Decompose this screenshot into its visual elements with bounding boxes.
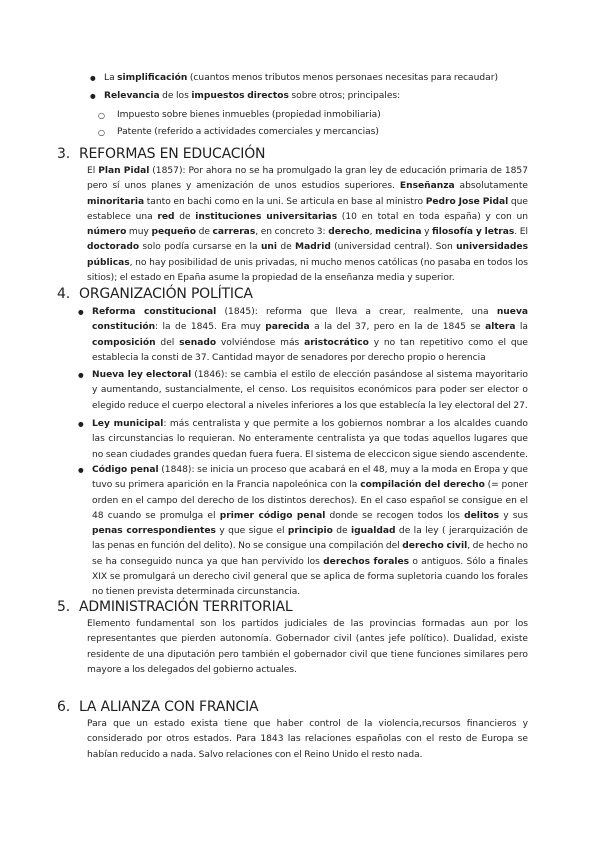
text-run: sobre otros; principales:: [288, 91, 401, 101]
bold-text: Plan Pidal: [98, 166, 150, 176]
bold-text: uni: [260, 242, 278, 253]
bold-text: universidades públicas: [87, 242, 528, 268]
section-number: 5.: [57, 599, 70, 615]
list-item: [92, 71, 524, 86]
bold-text: Madrid: [295, 242, 331, 253]
text-run: de la ley ( jerarquización de las penas en función del delito). No se consigue una compilación del: [92, 526, 528, 552]
bold-text: nueva constitución: [92, 307, 529, 333]
bold-text: altera: [485, 322, 516, 333]
text-run: de: [332, 526, 352, 537]
list-item: [80, 305, 528, 366]
text-run: tanto en bachi como en la uni. Se articula en base al ministro: [144, 196, 426, 207]
text-run: : más centralista y que permite a los gobiernos nombrar a los alcaldes cuando las circunstancias lo requieran. No enteramente centralista ya que todas aquellos lugares que no sean ciudades grandes quedan fuera fuera. El sistema de eleccicon sigue siendo ascendente.: [92, 419, 528, 460]
text-run: , de hecho no se ha conseguido nunca ya que han pervivido los: [92, 541, 528, 567]
bold-text: composición: [92, 337, 156, 348]
bold-text: senado: [179, 337, 217, 348]
bold-text: red: [157, 211, 175, 222]
list-item: [80, 417, 528, 463]
bold-text: principio: [287, 526, 333, 537]
text-run: Para que un estado exista tiene que haber control de la violencia,recursos financieros y considerado por otros estados. Para 1843 las relaciones españolas con el resto de Europa se habían reducido a nada. Salvo relaciones con el Reino Unido el resto nada.: [87, 719, 528, 760]
text-run: y no tan repetitivo como el que establecia la consti de 37. Cantidad mayor de senadores por derecho propio o herencia: [92, 337, 528, 363]
text-run: que establece una: [87, 196, 528, 222]
text-run: (1857): Por ahora no se ha promulgado la gran ley de educación primaria de 1857 pero sí unos planes y amenización de unos estudios superiores.: [87, 166, 528, 192]
text-run: la: [515, 322, 528, 333]
list-item: [80, 368, 528, 414]
bold-text: Nueva ley electoral: [92, 370, 192, 380]
list-item: [92, 89, 524, 104]
sub-list-item: ○ Patente (referido a actividades comerciales y mercancias): [117, 125, 517, 140]
text-run: (10 en total en toda españa) y con un: [337, 211, 528, 222]
text-run: y que sigue el: [215, 526, 288, 537]
text-run: (cuantos menos tributos menos personaes necesitas para recaudar): [187, 73, 499, 83]
text-run: Elemento fundamental son los partidos judiciales de las provincias formadas aun por los representantes que pierden autonomía. Gobernador civil (antes jefe político). Dualidad, existe residente de una diputación pero también el gobernador civil que tiene funciones similares pero mayore a los delegados del gobierno actuales.: [87, 619, 528, 675]
text-run: . El: [514, 227, 528, 238]
bold-text: penas correspondientes: [92, 526, 216, 537]
bold-text: derecho civil: [402, 541, 468, 552]
bold-text: minoritaria: [87, 196, 145, 207]
section-title: ADMINISTRACIÓN TERRITORIAL: [79, 599, 293, 615]
section-title: ORGANIZACIÓN POLÍTICA: [79, 286, 253, 302]
bold-text: impuestos directos: [191, 91, 289, 101]
text-run: de los: [159, 91, 192, 101]
text-run: ,: [369, 227, 376, 238]
text-run: a la del 37, pero en la de 1845 se: [309, 322, 486, 333]
bold-text: doctorado: [87, 242, 140, 253]
paragraph: [87, 164, 528, 286]
section-number: 6.: [57, 699, 70, 715]
paragraph: [87, 617, 528, 678]
text-run: del: [155, 337, 180, 348]
section-heading: [57, 285, 537, 303]
section-title: LA ALIANZA CON FRANCIA: [79, 699, 259, 715]
bold-text: Código penal: [92, 465, 159, 475]
text-run: volviéndose más: [216, 337, 305, 348]
text-run: (1845): reforma que lleva a crear, realmente, una: [216, 307, 497, 317]
text-run: : la de 1845. Era muy: [155, 322, 266, 333]
bold-text: simplificación: [117, 73, 188, 83]
bold-text: Reforma constitucional: [92, 307, 217, 317]
section-number: 3.: [57, 146, 70, 162]
bold-text: pequeño: [151, 227, 197, 238]
bold-text: Ley municipal: [92, 419, 164, 429]
paragraph: [87, 717, 528, 763]
text-run: muy: [126, 227, 152, 238]
sub-list-item: ○ Impuesto sobre bienes inmuebles (propiedad inmobiliaria): [117, 108, 517, 123]
text-run: (1848): se inicia un proceso que acabará en el 48, muy a la moda en Eropa y que tuvo su primera aparición en la Francia napoleónica con la: [92, 465, 528, 491]
text-run: solo podía cursarse en la: [139, 242, 261, 253]
text-run: (universidad central). Son: [330, 242, 457, 253]
bold-text: carreras: [212, 227, 256, 238]
bold-text: filosofía y letras: [432, 227, 515, 238]
text-run: absolutamente: [454, 181, 528, 192]
text-run: y sus: [499, 510, 528, 521]
bold-text: medicina: [375, 227, 422, 238]
bold-text: Relevancia: [104, 91, 160, 101]
text-run: , no hay posibilidad de unis privadas, ni mucho menos católicas (no pasaba en todos los sitios); el estado en Epaña asume la propiedad de la enseñanza media y superior.: [87, 257, 528, 284]
bold-text: aristocrático: [304, 337, 369, 348]
text-run: El: [87, 166, 99, 176]
section-heading: [57, 145, 537, 163]
section-title: REFORMAS EN EDUCACIÓN: [79, 146, 266, 162]
bold-text: Pedro Jose Pidal: [425, 196, 509, 207]
list-item: [80, 463, 528, 601]
text-run: (1846): se cambia el estilo de elección pasándose al sistema mayoritario y aumentando, sustancialmente, el censo. Los requisitos económicos para poder ser elector o elegido reduce el cuerpo electoral a niveles inferiores a los que establecía la ley electoral del 27.: [92, 370, 528, 411]
bold-text: Enseñanza: [399, 181, 455, 192]
bold-text: derechos forales: [323, 556, 410, 567]
text-run: y: [421, 227, 433, 238]
bold-text: delitos: [464, 510, 500, 521]
text-run: o antiguos. Sólo a finales XIX se promulgará un derecho civil general que se aplica de forma supletoria cuando los forales no tienen prevista determinada circunstancia.: [92, 556, 528, 598]
section-heading: [57, 698, 537, 716]
bold-text: igualdad: [351, 526, 396, 537]
text-run: de: [277, 242, 296, 253]
bold-text: número: [87, 227, 127, 238]
bold-text: compilación del derecho: [360, 480, 485, 491]
bold-text: primer código penal: [219, 510, 326, 521]
text-run: , en concreto 3:: [255, 227, 329, 238]
text-run: La: [104, 73, 118, 83]
text-run: donde se recogen todos los: [325, 510, 465, 521]
section-number: 4.: [57, 286, 70, 302]
text-run: de: [196, 227, 213, 238]
bold-text: derecho: [328, 227, 370, 238]
section-heading: [57, 598, 537, 616]
text-run: (= poner orden en el campo del derecho de los distintos derechos). En el caso español se consigue en el 48 cuando se promulga el: [92, 480, 528, 521]
text-run: de: [174, 211, 196, 222]
bold-text: instituciones universitarias: [195, 211, 338, 222]
bold-text: parecida: [265, 322, 310, 333]
